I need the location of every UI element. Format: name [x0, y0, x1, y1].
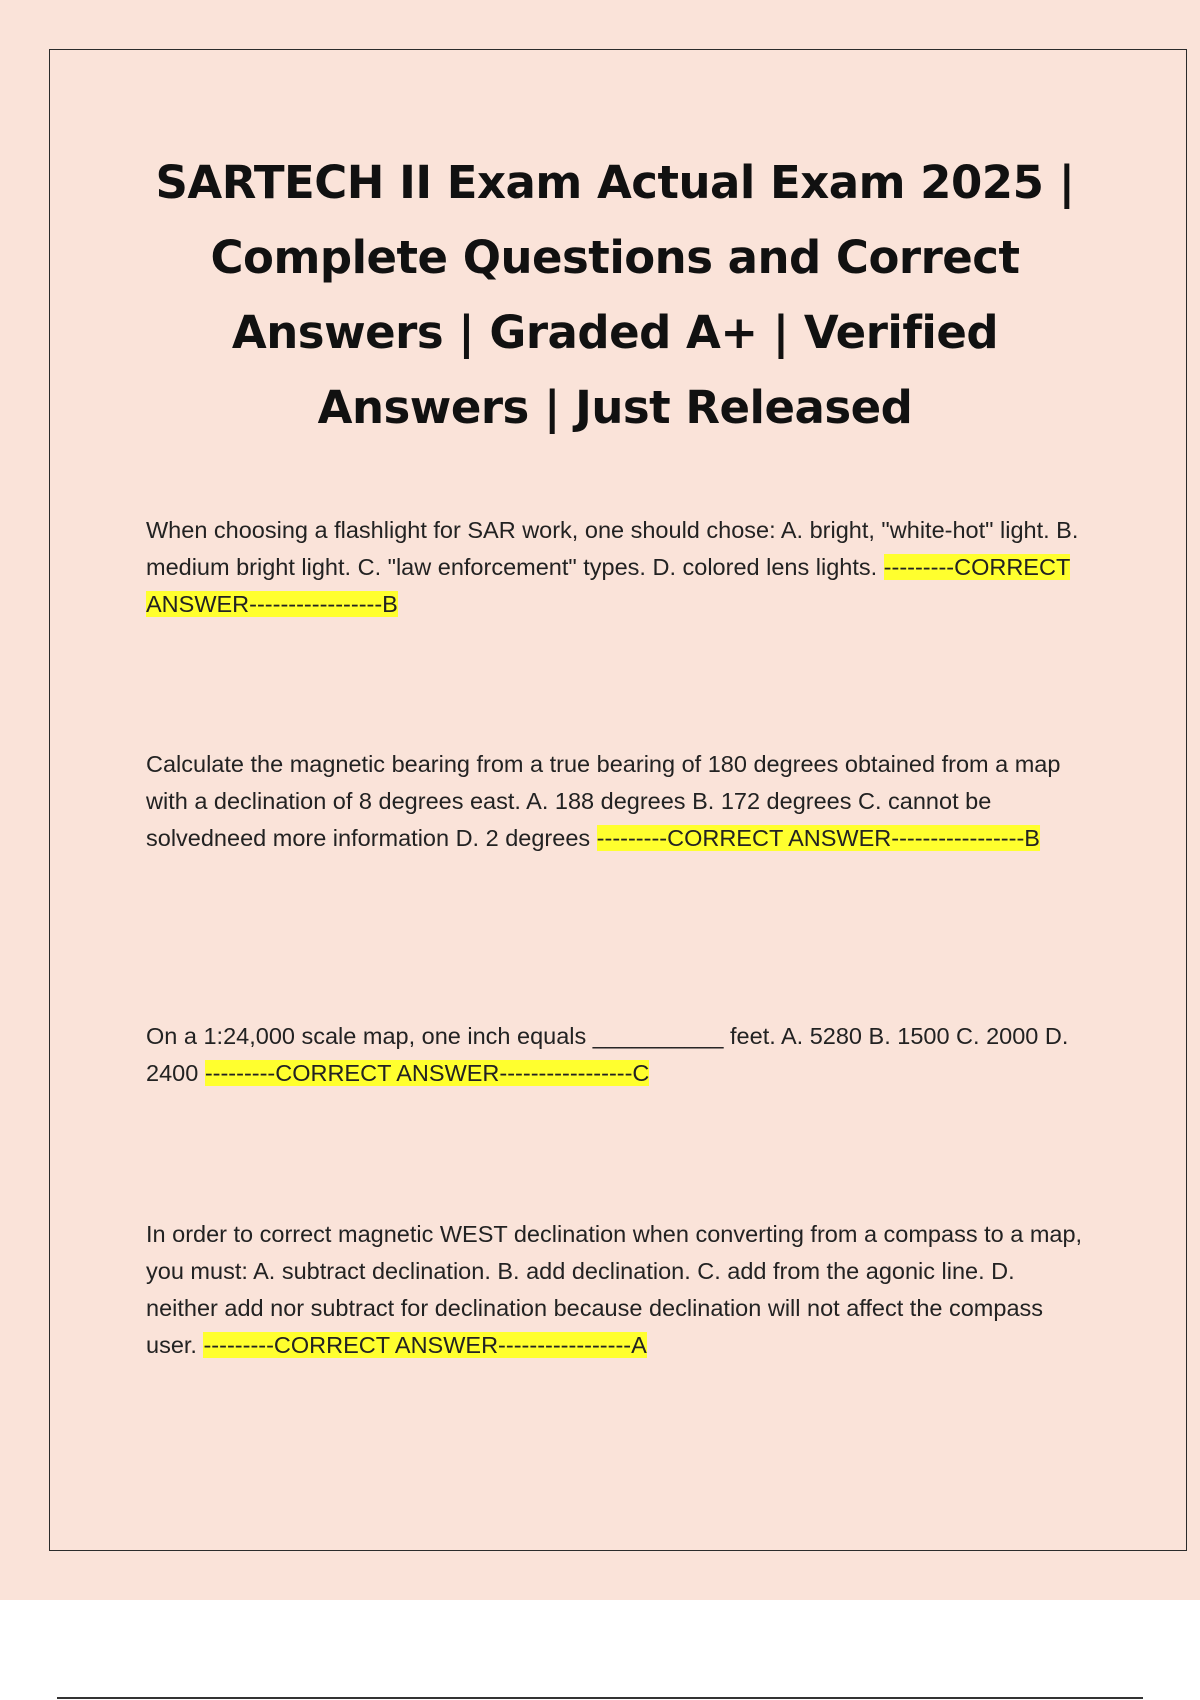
question-4 — [146, 1216, 1088, 1364]
document-title: SARTECH II Exam Actual Exam 2025 | Complete Questions and Correct Answers | Graded A+ | Verified Answers | Just Released — [155, 156, 1075, 434]
correct-answer-highlight: ---------CORRECT ANSWER-----------------C — [204, 1060, 650, 1086]
question-text: On a 1:24,000 scale map, one inch equals __________ feet. A. 5280 B. 1500 C. 2000 D. 2400 — [146, 1023, 1069, 1086]
question-text: Calculate the magnetic bearing from a true bearing of 180 degrees obtained from a map with a declination of 8 degrees east. A. 188 degrees B. 172 degrees C. cannot be solvedneed more information D. 2 degrees — [146, 751, 1061, 851]
question-text: When choosing a flashlight for SAR work, one should chose: A. bright, "white-hot" light. B. medium bright light. C. "law enforcement" types. D. colored lens lights. — [146, 517, 1079, 580]
question-1 — [146, 512, 1088, 623]
correct-answer-highlight: ---------CORRECT ANSWER-----------------B — [146, 554, 1071, 617]
correct-answer-highlight: ---------CORRECT ANSWER-----------------B — [596, 825, 1040, 851]
footer-divider — [57, 1697, 1143, 1699]
question-3 — [146, 1018, 1088, 1092]
question-2 — [146, 746, 1088, 857]
question-text: In order to correct magnetic WEST declination when converting from a compass to a map, you must: A. subtract declination. B. add declination. C. add from the agonic line. D. neither add nor subtract for declination because declination will not affect the compass user. — [146, 1221, 1083, 1358]
correct-answer-highlight: ---------CORRECT ANSWER-----------------A — [203, 1332, 647, 1358]
